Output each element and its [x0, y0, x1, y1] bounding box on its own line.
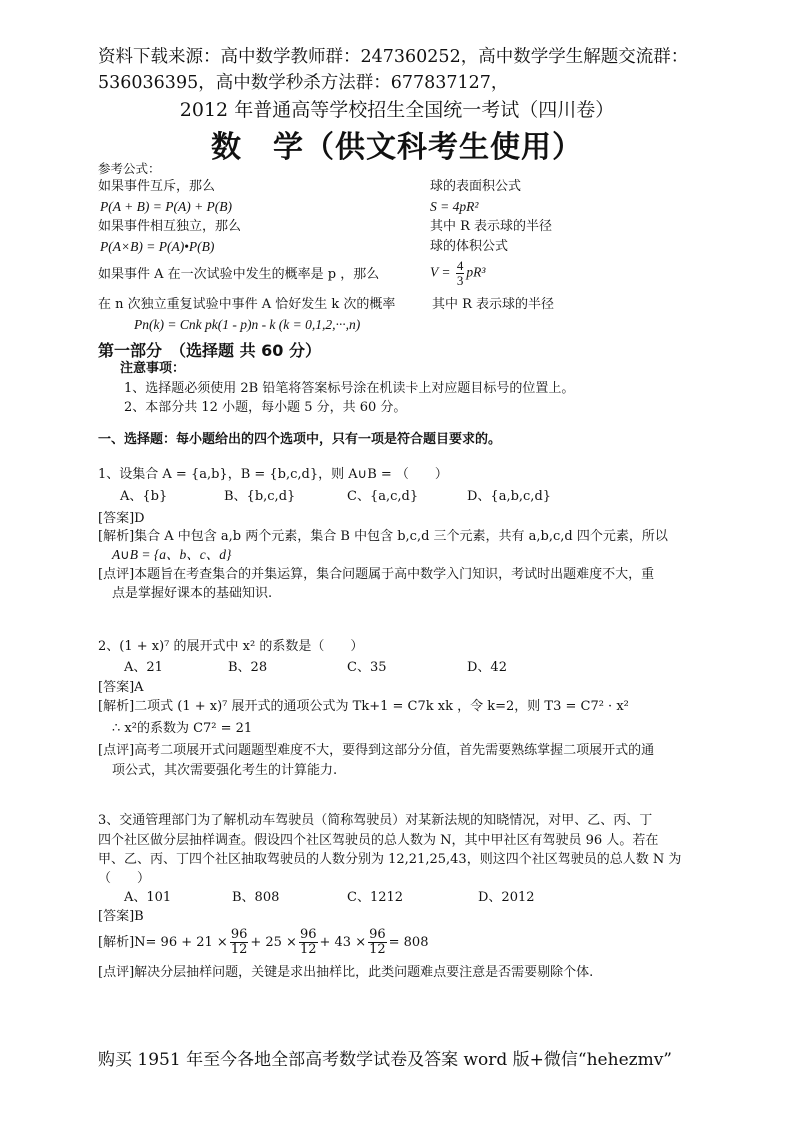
formula-right-1: 球的表面积公式 [430, 179, 522, 194]
formulas-heading: 参考公式： [98, 161, 161, 176]
q3-choice-a: A、101 [124, 890, 172, 905]
formula-left-1: 如果事件互斥，那么 [98, 179, 216, 194]
q3-analysis-prefix: [解析]N= 96 + 21 × [98, 935, 228, 950]
formula-right-4: 球的体积公式 [430, 239, 509, 254]
q2-choice-b: B、28 [228, 660, 268, 675]
header-line-2: 536036395，高中数学秒杀方法群：677837127， [98, 73, 509, 93]
q3-frac-3-num: 96 [369, 927, 386, 942]
q1-choice-c: C、{a,c,d} [347, 489, 419, 504]
q1-answer: [答案]D [98, 511, 145, 526]
q3-choice-c: C、1212 [347, 890, 404, 905]
q3-answer: [答案]B [98, 909, 144, 924]
q2-comment-1: [点评]高考二项展开式问题题型难度不大，要得到这部分分值，首先需要熟练掌握二项展开式的通 [98, 743, 655, 758]
formula-left-2: P(A + B) = P(A) + P(B) [100, 199, 233, 214]
volume-formula-prefix: V = [430, 264, 454, 280]
q3-stem-2: 四个社区做分层抽样调查。假设四个社区驾驶员的总人数为 N，其中甲社区有驾驶员 96 人。若在 [98, 833, 659, 848]
q3-frac-2-num: 96 [299, 927, 317, 942]
q3-analysis [98, 928, 428, 957]
q2-choice-c: C、35 [347, 660, 387, 675]
q3-frac-1-num: 96 [230, 927, 248, 942]
volume-fraction [456, 259, 465, 288]
formula-right-3: 其中 R 表示球的半径 [430, 219, 553, 234]
header-line-1: 资料下载来源：高中数学教师群：247360252，高中数学学生解题交流群： [98, 47, 689, 67]
q2-comment-2: 项公式，其次需要强化考生的计算能力. [112, 763, 338, 778]
q3-analysis-tail: = 808 [388, 935, 429, 950]
q3-fraction-2 [299, 928, 318, 957]
notice-2: 2、本部分共 12 小题，每小题 5 分，共 60 分。 [124, 400, 407, 415]
section1-title: 一、选择题：每小题给出的四个选项中，只有一项是符合题目要求的。 [98, 432, 502, 447]
exam-title: 2012 年普通高等学校招生全国统一考试（四川卷） [179, 99, 615, 121]
union-symbol: ∪ [357, 467, 368, 482]
formula-right-6: 其中 R 表示球的半径 [432, 297, 555, 312]
q1-analysis-2 [112, 546, 231, 565]
q3-analysis-mid2: + 43 × [319, 935, 367, 950]
part1-title: 第一部分 （选择题 共 60 分） [98, 341, 321, 360]
q3-stem-4: （ ） [98, 871, 151, 886]
q1-analysis-1: [解析]集合 A 中包含 a,b 两个元素，集合 B 中包含 b,c,d 三个元素，共有 a,b,c,d 四个元素，所以 [98, 529, 668, 544]
formula-left-5: 如果事件 A 在一次试验中发生的概率是 p ，那么 [98, 267, 380, 282]
footer-ad: 购买 1951 年至今各地全部高考数学试卷及答案 word 版+微信“hehezmv” [98, 1050, 672, 1070]
notice-heading: 注意事项： [120, 361, 186, 376]
formula-left-6: 在 n 次独立重复试验中事件 A 恰好发生 k 次的概率 [98, 297, 396, 312]
formula-left-4: P(A×B) = P(A)•P(B) [100, 239, 215, 254]
q1-analysis-2a: A [112, 547, 121, 562]
q2-answer: [答案]A [98, 680, 144, 695]
q3-choice-d: D、2012 [478, 890, 535, 905]
q1-choice-d: D、{a,b,c,d} [467, 489, 552, 504]
q3-fraction-3 [368, 928, 387, 957]
q2-analysis-1: [解析]二项式 (1 + x)⁷ 展开式的通项公式为 Tk+1 = C7k xk ，令 k=2，则 T3 = C7² · x² [98, 699, 629, 714]
q3-frac-3-den: 12 [369, 942, 386, 957]
q1-choice-b: B、{b,c,d} [224, 489, 296, 504]
q1-stem-a: 1、设集合 A = {a,b}，B = {b,c,d}，则 A [98, 467, 358, 482]
subject-title: 数 学（供文科考生使用） [211, 130, 583, 165]
q3-frac-2-den: 12 [299, 942, 317, 957]
q3-analysis-mid1: + 25 × [250, 935, 297, 950]
q1-stem-b: B = （ ） [367, 467, 448, 482]
q1-analysis-2b: B = {a、b、c、d} [129, 547, 232, 562]
q2-choice-a: A、21 [124, 660, 163, 675]
volume-frac-den: 3 [456, 273, 464, 288]
q3-fraction-1 [230, 928, 249, 957]
q1-comment-2: 点是掌握好课本的基础知识. [112, 586, 273, 601]
q1-choice-a: A、{b} [120, 489, 168, 504]
q3-stem-3: 甲、乙、丙、丁四个社区抽取驾驶员的人数分别为 12,21,25,43，则这四个社区驾驶员的总人数 N 为 [98, 852, 682, 867]
formula-right-5 [430, 259, 485, 288]
q3-frac-1-den: 12 [230, 942, 248, 957]
q2-stem: 2、(1 + x)⁷ 的展开式中 x² 的系数是（ ） [98, 639, 364, 654]
notice-1: 1、选择题必须使用 2B 铅笔将答案标号涂在机读卡上对应题目标号的位置上。 [124, 381, 575, 396]
volume-formula-tail: pR³ [466, 264, 486, 280]
q2-analysis-2: ∴ x²的系数为 C7² = 21 [112, 721, 253, 736]
q2-choice-d: D、42 [467, 660, 507, 675]
q3-comment: [点评]解决分层抽样问题，关键是求出抽样比，此类问题难点要注意是否需要剔除个体. [98, 965, 594, 980]
union-symbol-2: ∪ [120, 548, 130, 563]
formula-left-3: 如果事件相互独立，那么 [98, 219, 242, 234]
formula-left-7: Pn(k) = Cnk pk(1 - p)n - k (k = 0,1,2,···,n) [134, 317, 361, 332]
q1-stem [98, 466, 448, 484]
q3-choice-b: B、808 [232, 890, 280, 905]
q3-stem-1: 3、交通管理部门为了解机动车驾驶员（简称驾驶员）对某新法规的知晓情况，对甲、乙、丙、丁 [98, 813, 653, 828]
q1-comment-1: [点评]本题旨在考查集合的并集运算，集合问题属于高中数学入门知识，考试时出题难度不大，重 [98, 567, 655, 582]
formula-right-2: S = 4pR² [430, 199, 479, 214]
volume-frac-num: 4 [456, 258, 464, 273]
